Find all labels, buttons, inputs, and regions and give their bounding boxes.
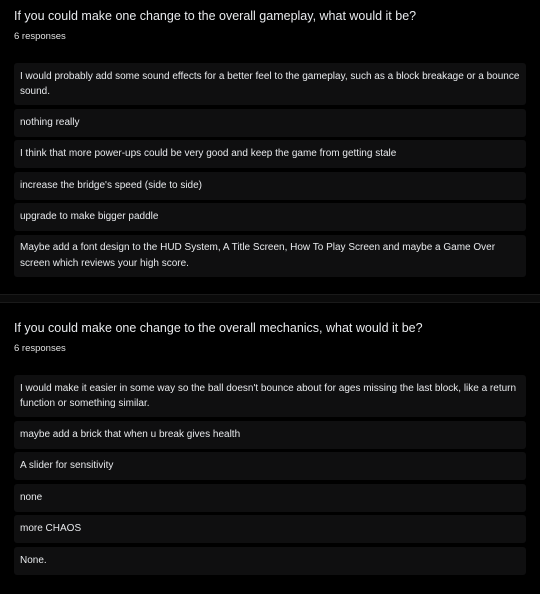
- list-item: [14, 235, 526, 277]
- response-count: 6 responses: [14, 343, 66, 354]
- response-text: A slider for sensitivity: [20, 460, 114, 472]
- response-text: maybe add a brick that when u break gives health: [20, 428, 241, 440]
- response-count: 6 responses: [14, 31, 66, 42]
- response-text: nothing really: [20, 116, 80, 128]
- list-item: [14, 63, 526, 105]
- response-text: increase the bridge's speed (side to side): [20, 179, 203, 191]
- response-list: [14, 375, 526, 578]
- response-text: more CHAOS: [20, 523, 82, 535]
- question-title: If you could make one change to the overall mechanics, what would it be?: [14, 321, 423, 335]
- list-item: [14, 172, 526, 200]
- response-text: none: [20, 491, 43, 503]
- response-text: Maybe add a font design to the HUD System, A Title Screen, How To Play Screen and maybe a Game Over screen which reviews your high score.: [20, 242, 496, 269]
- response-text: I would make it easier in some way so the ball doesn't bounce about for ages missing the last block, like a return function or something similar.: [20, 382, 517, 409]
- list-item: [14, 375, 526, 417]
- response-list: [14, 63, 526, 280]
- list-item: [14, 547, 526, 575]
- list-item: [14, 203, 526, 231]
- section-divider: [0, 294, 540, 303]
- list-item: [14, 484, 526, 512]
- list-item: [14, 109, 526, 137]
- list-item: [14, 140, 526, 168]
- response-text: I think that more power-ups could be very good and keep the game from getting stale: [20, 148, 397, 160]
- list-item: [14, 452, 526, 480]
- response-text: upgrade to make bigger paddle: [20, 211, 159, 223]
- list-item: [14, 421, 526, 449]
- question-title: If you could make one change to the overall gameplay, what would it be?: [14, 9, 417, 23]
- list-item: [14, 515, 526, 543]
- response-text: I would probably add some sound effects for a better feel to the gameplay, such as a block breakage or a bounce sound.: [20, 70, 520, 97]
- response-text: None.: [20, 554, 47, 566]
